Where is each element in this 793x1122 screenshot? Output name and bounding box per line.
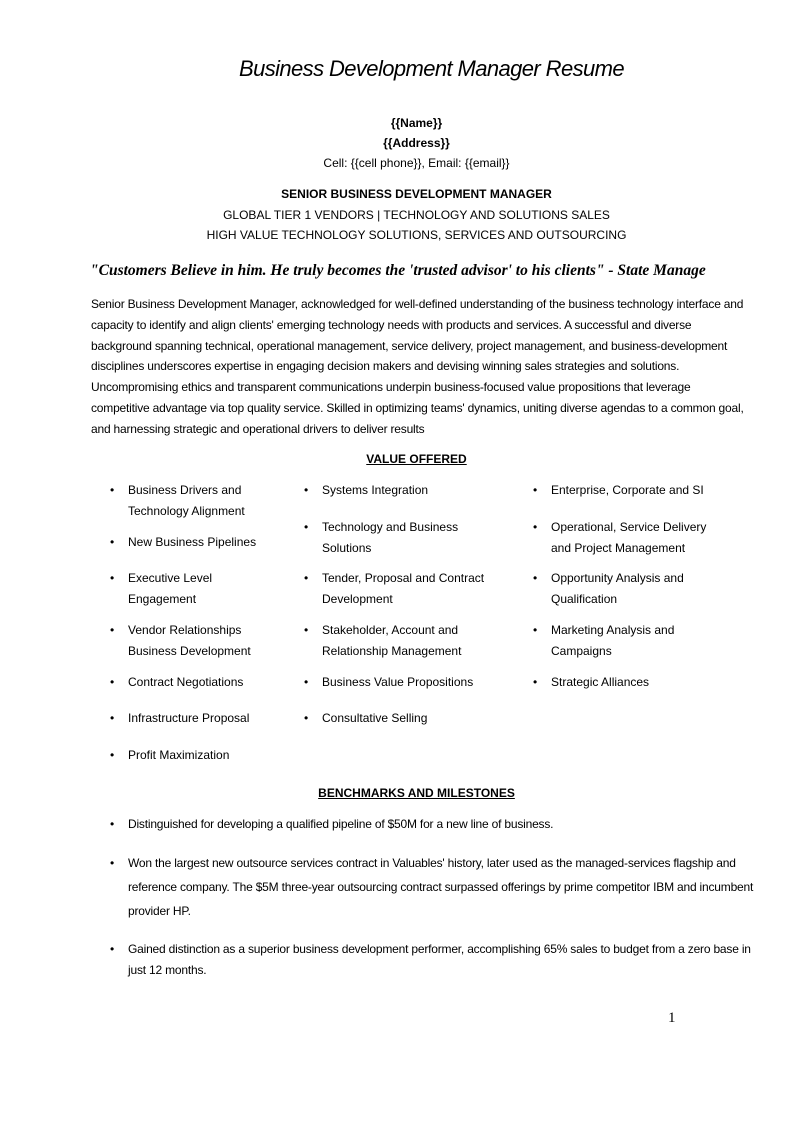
candidate-address: {{Address}} xyxy=(383,136,450,150)
list-item: • Enterprise, Corporate and SI xyxy=(533,480,708,501)
list-item: • Tender, Proposal and Contract Development xyxy=(304,568,504,610)
list-item: • Vendor Relationships Business Development xyxy=(110,620,280,662)
document-title: Business Development Manager Resume xyxy=(239,56,624,81)
list-item: • Gained distinction as a superior business development performer, accomplishing 65% sales to budget from a zero base in just 12 months. xyxy=(110,939,760,981)
list-item: • Contract Negotiations xyxy=(110,672,280,693)
page-number: 1 xyxy=(668,1010,676,1026)
list-item: • Marketing Analysis and Campaigns xyxy=(533,620,708,662)
list-item: • Distinguished for developing a qualified pipeline of $50M for a new line of business. xyxy=(110,814,760,835)
list-item: • Infrastructure Proposal xyxy=(110,708,280,729)
headline-line-1: GLOBAL TIER 1 VENDORS | TECHNOLOGY AND SOLUTIONS SALES xyxy=(223,208,610,222)
testimonial-quote: "Customers Believe in him. He truly becomes the 'trusted advisor' to his clients" - State Manage xyxy=(90,262,706,279)
list-item: • Opportunity Analysis and Qualification xyxy=(533,568,708,610)
list-item: • Won the largest new outsource services contract in Valuables' history, later used as the managed-services flagship and reference company. The $5M three-year outsourcing contract surpassed offerings by prime competitor IBM and incumbent provider HP. xyxy=(110,851,760,923)
professional-summary: Senior Business Development Manager, acknowledged for well-defined understanding of the business technology interface and capacity to identify and align clients' emerging technology needs with products and services. A successful and diverse background spanning technical, operational management, service delivery, project management, and business-development disciplines underscores expertise in engaging decision makers and devising winning sales strategies and solutions. Uncompromising ethics and transparent communications underpin business-focused value propositions that leverage competitive advantage via top quality service. Skilled in optimizing teams' dynamics, uniting diverse agendas to a common goal, and harnessing strategic and operational drivers to deliver results xyxy=(91,297,744,436)
value-column-3 xyxy=(533,480,708,692)
list-item: • Systems Integration xyxy=(304,480,504,501)
candidate-name: {{Name}} xyxy=(390,116,443,130)
list-item: • Business Drivers and Technology Alignment xyxy=(110,480,280,522)
list-item: • Operational, Service Delivery and Project Management xyxy=(533,517,708,559)
value-column-2 xyxy=(304,480,504,729)
list-item: • Executive Level Engagement xyxy=(110,568,280,610)
value-column-1 xyxy=(110,480,280,766)
list-item: • Business Value Propositions xyxy=(304,672,504,693)
list-item: • Strategic Alliances xyxy=(533,672,708,693)
list-item: • Consultative Selling xyxy=(304,708,504,729)
headline-line-2: HIGH VALUE TECHNOLOGY SOLUTIONS, SERVICES AND OUTSOURCING xyxy=(206,228,627,242)
list-item: • Technology and Business Solutions xyxy=(304,517,504,559)
list-item: • Stakeholder, Account and Relationship Management xyxy=(304,620,504,662)
benchmarks-heading: BENCHMARKS AND MILESTONES xyxy=(318,786,515,800)
benchmarks-list xyxy=(110,814,760,980)
list-item: • Profit Maximization xyxy=(110,745,280,766)
list-item: • New Business Pipelines xyxy=(110,532,280,553)
headline-role: SENIOR BUSINESS DEVELOPMENT MANAGER xyxy=(281,187,552,201)
contact-line: Cell: {{cell phone}}, Email: {{email}} xyxy=(323,156,510,170)
value-offered-heading: VALUE OFFERED xyxy=(366,452,467,466)
